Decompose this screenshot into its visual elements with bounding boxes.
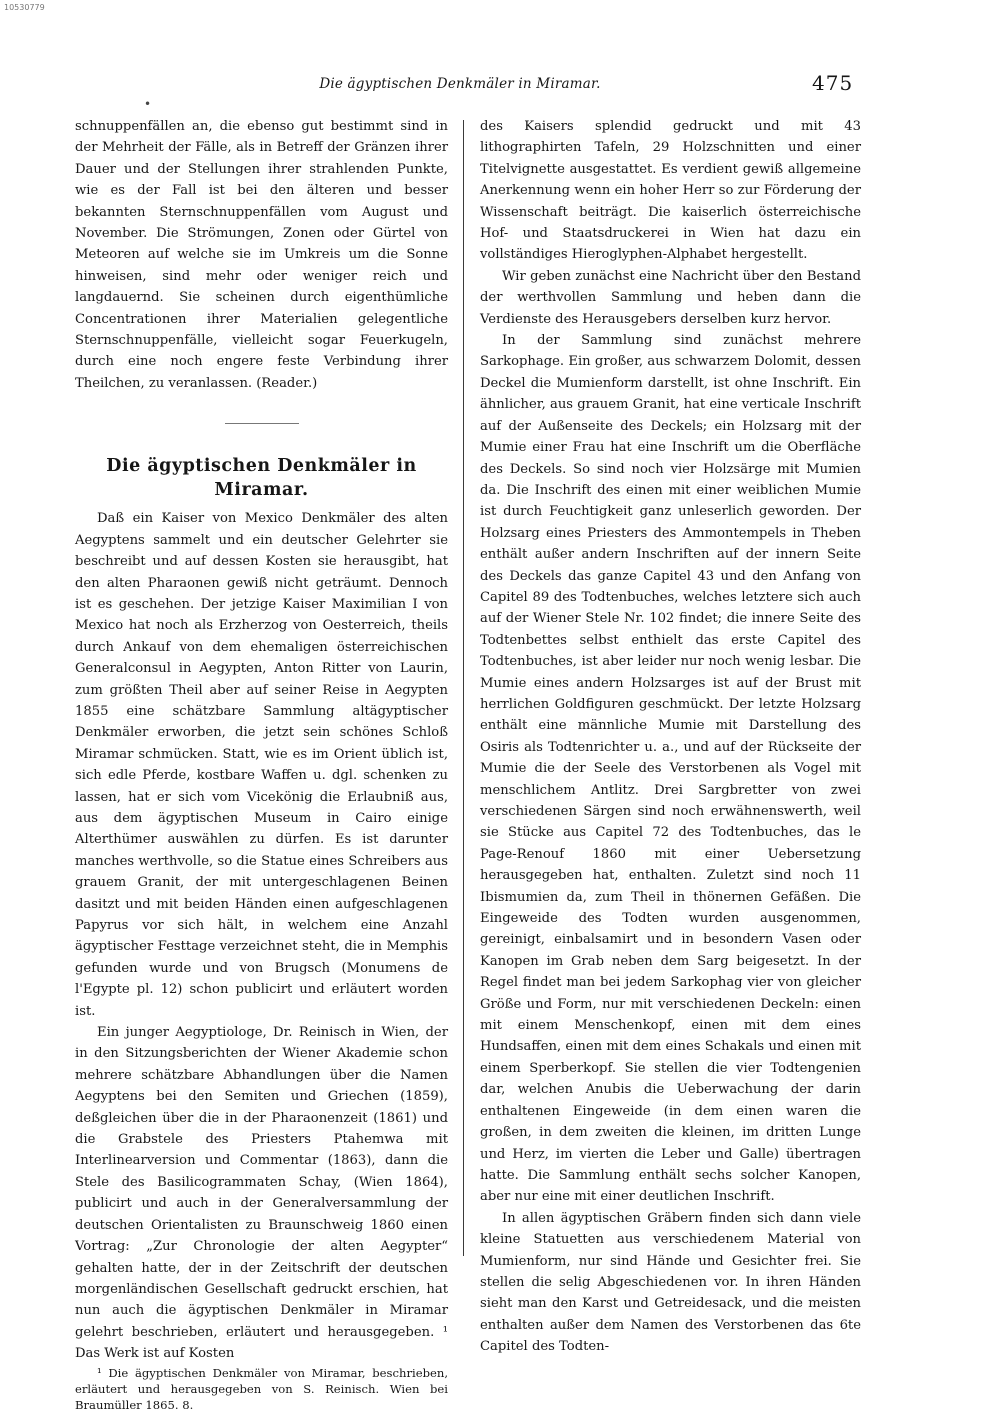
paragraph: des Kaisers splendid gedruckt und mit 43 lithographirten Tafeln, 29 Holzschnitten und einer Titelvignette ausgestattet. Es verdient gewiß allgemeine Anerkennung wenn ein hoher Herr so zur Förderung der Wissenschaft beiträgt. Die kaiserlich österreichische Hof- und Staatsdruckerei in Wien hat dazu ein vollständiges Hieroglyphen-Alphabet hergestellt. — [480, 119, 861, 263]
footnote: ¹ Die ägyptischen Denkmäler von Miramar, beschrieben, erläutert und herausgegeben von S. Reinisch. Wien bei Braumüller 1865. 8. — [75, 1365, 448, 1412]
paragraph: Ein junger Aegyptiologe, Dr. Reinisch in Wien, der in den Sitzungsberichten der Wiener Akademie schon mehrere schätzbare Abhandlungen über die Namen Aegyptens bei den Semiten und Griechen (1859), deßgleichen über die in der Pharaonenzeit (1861) und die Grabstele des Priesters Ptahemwa mit Interlinearversion und Commentar (1863), dann die Stele des Basilicogrammaten Schay, (Wien 1864), publicirt und auch in der Generalversammlung der deutschen Orientalisten zu Braunschweig 1860 einen Vortrag: „Zur Chronologie der alten Aegypter“ gehalten hatte, der in der Zeitschrift der deutschen morgenländischen Gesellschaft gedruckt erschien, hat nun auch die ägyptischen Denkmäler in Miramar gelehrt beschrieben, erläutert und herausgegeben. ¹ Das Werk ist auf Kosten — [75, 1025, 448, 1362]
section-separator — [225, 423, 299, 424]
ink-mark: • — [144, 97, 152, 111]
column-divider — [463, 120, 464, 1256]
paragraph: schnuppenfällen an, die ebenso gut bestimmt sind in der Mehrheit der Fälle, als in Betreff der Gränzen ihrer Dauer und der Stellungen ihrer strahlenden Punkte, wie es der Fall ist bei den älteren und besser bekannten Sternschnuppenfällen vom August und November. Die Strömungen, Zonen oder Gürtel von Meteoren auf welche sie im Umkreis um die Sonne hinweisen, sind mehr oder weniger reich und langdauernd. Sie scheinen durch eigenthümliche Concentrationen ihrer Materialien gelegentliche Sternschnuppenfälle, vielleicht sogar Feuerkugeln, durch eine noch engere feste Verbindung ihrer Theilchen, zu veranlassen. (Reader.) — [75, 119, 448, 391]
paragraph: In allen ägyptischen Gräbern finden sich dann viele kleine Statuetten aus verschiedenem Material von Mumienform, nur sind Hände und Gesichter frei. Sie stellen die selig Abgeschiedenen vor. In ihren Händen sieht man den Karst und Getreidesack, und die meisten enthalten außer dem Namen des Verstorbenen das 6te Capitel des Todten- — [480, 1210, 861, 1355]
scan-id: 10530779 — [4, 3, 45, 12]
left-column — [75, 116, 448, 1413]
page-number: 475 — [812, 71, 854, 95]
paragraph: Wir geben zunächst eine Nachricht über den Bestand der werthvollen Sammlung und heben dann die Verdienste des Herausgebers derselben kurz hervor. — [480, 268, 861, 327]
paragraph: In der Sammlung sind zunächst mehrere Sarkophage. Ein großer, aus schwarzem Dolomit, dessen Deckel die Mumienform darstellt, ist ohne Inschrift. Ein ähnlicher, aus grauem Granit, hat eine verticale Inschrift auf der Außenseite des Deckels; ein Holzsarg mit der Mumie einer Frau hat eine Inschrift um die Oberfläche des Deckels. So sind noch vier Holzsärge mit Mumien da. Die Inschrift des einen mit einer weiblichen Mumie ist durch Feuchtigkeit ganz unleserlich geworden. Der Holzsarg eines Priesters des Ammontempels in Theben enthält außer andern Inschriften auf der innern Seite des Deckels das ganze Capitel 43 und den Anfang von Capitel 89 des Todtenbuches, welches letztere sich auch auf der Wiener Stele Nr. 102 findet; die innere Seite des Todtenbettes selbst enthielt das erste Capitel des Todtenbuches, ist aber leider nur noch wenig lesbar. Die Mumie eines andern Holzsarges ist auf der Brust mit herrlichen Goldfiguren geschmückt. Der letzte Holzsarg enthält eine männliche Mumie mit Darstellung des Osiris als Todtenrichter u. a., und auf der Rückseite der Mumie die der Seele des Verstorbenen als Vogel mit menschlichem Antlitz. Drei Sargbretter von zwei verschiedenen Särgen sind noch erwähnenswerth, weil sie Stücke aus Capitel 72 des Todtenbuches, das le Page-Renouf 1860 mit einer Uebersetzung herausgegeben hat, enthalten. Zuletzt sind noch 11 Ibismumien da, zum Theil in thönernen Gefäßen. Die Eingeweide des Todten wurden ausgenommen, gereinigt, einbalsamirt und in besondern Vasen oder Kanopen im Grab neben dem Sarg beigesetzt. In der Regel findet man bei jedem Sarkophag vier von gleicher Größe und Form, nur mit verschiedenen Deckeln: einen mit einem Menschenkopf, einen mit dem eines Hundsaffen, einen mit dem eines Schakals und einen mit einem Sperberkopf. Sie stellen die vier Todtengenien dar, welchen Anubis die Ueberwachung der darin enthaltenen Eingeweide (in dem einen waren die großen, in dem zweiten die kleinen, im dritten Lunge und Herz, im vierten die Leber und Galle) übertragen hatte. Die Sammlung enthält sechs solcher Kanopen, aber nur eine mit einer deutlichen Inschrift. — [480, 333, 861, 1205]
paragraph: Daß ein Kaiser von Mexico Denkmäler des alten Aegyptens sammelt und ein deutscher Gelehrter sie beschreibt und auf dessen Kosten sie herausgibt, hat den alten Pharaonen gewiß nicht geträumt. Dennoch ist es geschehen. Der jetzige Kaiser Maximilian I von Mexico hat noch als Erzherzog von Oesterreich, theils durch Ankauf von dem ehemaligen österreichischen Generalconsul in Aegypten, Anton Ritter von Laurin, zum größten Theil aber auf seiner Reise in Aegypten 1855 eine schätzbare Sammlung altägyptischer Denkmäler erworben, die jetzt sein schönes Schloß Miramar schmücken. Statt, wie es im Orient üblich ist, sich edle Pferde, kostbare Waffen u. dgl. schenken zu lassen, hat er sich vom Vicekönig die Erlaubniß aus, aus dem ägyptischen Museum in Cairo einige Alterthümer auswählen zu dürfen. Es ist darunter manches werthvolle, so die Statue eines Schreibers aus grauem Granit, der mit untergeschlagenen Beinen dasitzt und mit beiden Händen einen aufgeschlagenen Papyrus vor sich hält, in welchem eine Anzahl ägyptischer Festtage verzeichnet steht, die in Memphis gefunden wurde und von Brugsch (Monumens de l'Egypte pl. 12) schon publicirt und erläutert worden ist. — [75, 511, 448, 1019]
article-title: Die ägyptischen Denkmäler in Miramar. — [106, 456, 417, 501]
right-column — [480, 116, 861, 1358]
running-title: Die ägyptischen Denkmäler in Miramar. — [319, 76, 601, 92]
